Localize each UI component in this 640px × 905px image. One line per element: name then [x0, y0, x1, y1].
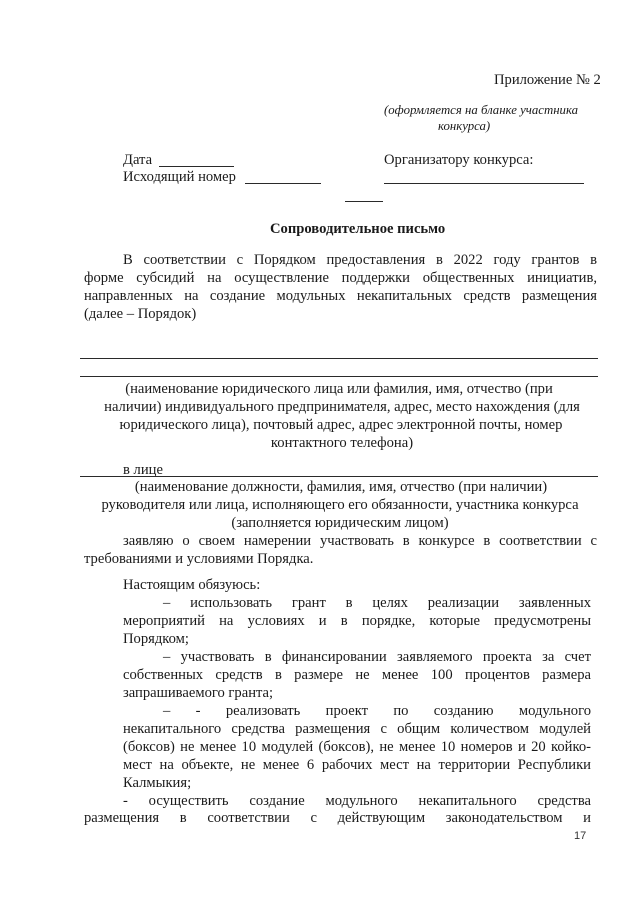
form-note-line1: (оформляется на бланке участника	[384, 103, 579, 117]
applicant-caption-line: (наименование юридического лица или фамилия, имя, отчество (при	[125, 381, 553, 397]
form-note-line2: конкурса)	[438, 119, 491, 133]
representative-blank	[80, 476, 598, 477]
obligation-line: Порядком;	[123, 631, 189, 647]
letter-title: Сопроводительное письмо	[270, 221, 446, 237]
obligations-intro: Настоящим обязуюсь:	[123, 577, 261, 593]
obligation-line: размещения в соответствии с действующим законодательством и	[84, 810, 591, 826]
intro-line: В соответствии с Порядком предоставления в 2022 году грантов в	[123, 252, 597, 268]
obligation-line: собственных средств в размере не менее 100 процентов размера	[123, 667, 591, 683]
appendix-number: Приложение № 2	[494, 72, 601, 88]
statement-line: требованиями и условиями Порядка.	[84, 551, 314, 567]
obligation-line: (боксов) не менее 10 модулей (боксов), не менее 10 номеров и 20 койко-	[123, 739, 591, 755]
statement-line: заявляю о своем намерении участвовать в конкурсе в соответствии с	[123, 533, 597, 549]
separator-dash	[345, 201, 383, 202]
intro-line: направленных на создание модульных некапитальных средств размещения	[84, 288, 597, 304]
in-person-label: в лице	[123, 462, 163, 478]
obligation-line: мест на объекте, не менее 6 рабочих мест на территории Республики	[123, 757, 591, 773]
obligation-line: некапитального средства размещения с общим количеством модулей	[123, 721, 591, 737]
obligation-line: – - реализовать проект по созданию модульного	[163, 703, 591, 719]
applicant-caption-line: юридического лица), почтовый адрес, адрес электронной почты, номер	[119, 417, 563, 433]
applicant-name-blank	[80, 358, 598, 359]
date-blank	[159, 166, 234, 167]
date-label: Дата	[123, 152, 153, 168]
outgoing-number-label: Исходящий номер	[123, 169, 236, 185]
intro-line: форме субсидий на осуществление поддержки общественных инициатив,	[84, 270, 597, 286]
organizer-blank	[384, 183, 584, 184]
obligation-line: мероприятий на условиях и в порядке, которые предусмотрены	[123, 613, 591, 629]
representative-caption-line: (заполняется юридическим лицом)	[231, 515, 449, 531]
applicant-caption-line: наличии) индивидуального предпринимателя, адрес, место нахождения (для	[104, 399, 580, 415]
representative-caption-line: руководителя или лица, исполняющего его обязанности, участника конкурса	[101, 497, 579, 513]
obligation-line: запрашиваемого гранта;	[123, 685, 274, 701]
page-number: 17	[574, 830, 587, 842]
organizer-label: Организатору конкурса:	[384, 152, 534, 168]
obligation-line: – использовать грант в целях реализации заявленных	[163, 595, 591, 611]
representative-caption-line: (наименование должности, фамилия, имя, отчество (при наличии)	[134, 479, 548, 495]
applicant-caption-line: контактного телефона)	[270, 435, 414, 451]
obligation-line: Калмыкия;	[123, 775, 192, 791]
outgoing-number-blank	[245, 183, 321, 184]
intro-line: (далее – Порядок)	[84, 306, 197, 322]
obligation-line: – участвовать в финансировании заявляемого проекта за счет	[163, 649, 591, 665]
applicant-name-blank	[80, 376, 598, 377]
obligation-line: - осуществить создание модульного некапитального средства	[123, 793, 591, 809]
